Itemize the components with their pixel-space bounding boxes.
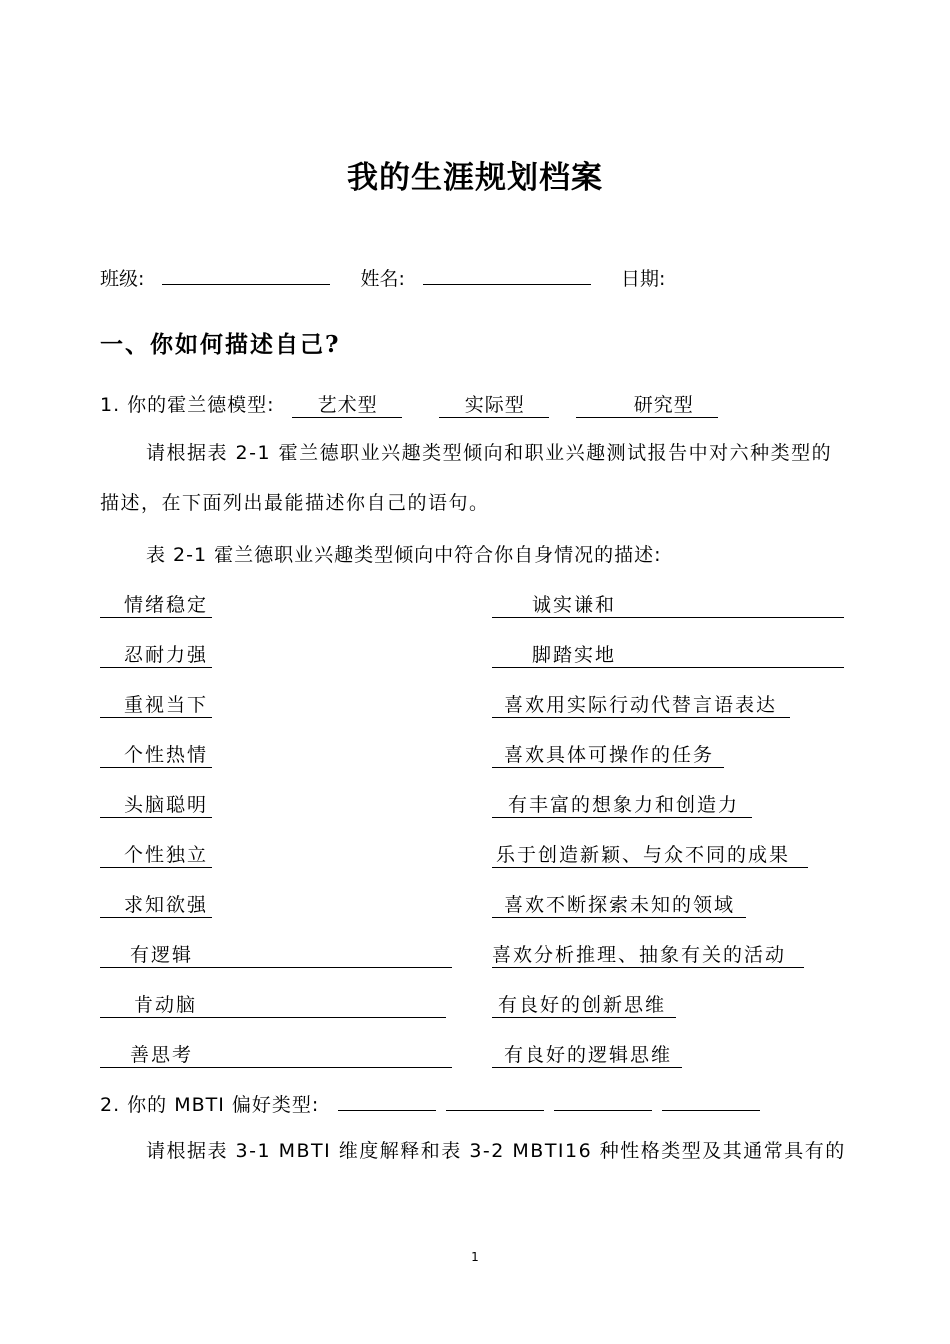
right-item-3[interactable] xyxy=(492,690,790,718)
left-item-text: 肯动脑 xyxy=(134,994,198,1016)
instruction-paragraph-1: 请根据表 2-1 霍兰德职业兴趣类型倾向和职业兴趣测试报告中对六种类型的描述，在下面列出最能描述你自己的语句。 xyxy=(100,442,833,514)
right-item-5[interactable] xyxy=(492,790,752,818)
mbti-question-label: 2. 你的 MBTI 偏好类型: xyxy=(100,1094,320,1116)
left-item-6[interactable] xyxy=(100,840,212,868)
holland-type-3[interactable]: 研究型 xyxy=(576,390,718,418)
holland-type-2[interactable]: 实际型 xyxy=(439,390,549,418)
mbti-question xyxy=(100,1090,770,1117)
left-item-9[interactable] xyxy=(100,990,446,1018)
holland-type-1[interactable]: 艺术型 xyxy=(292,390,402,418)
class-label: 班级: xyxy=(100,268,145,290)
holland-question xyxy=(100,390,718,418)
right-item-text: 喜欢不断探索未知的领域 xyxy=(504,894,736,916)
right-item-7[interactable] xyxy=(492,890,746,918)
right-item-text: 喜欢分析推理、抽象有关的活动 xyxy=(492,944,787,966)
name-label: 姓名: xyxy=(360,268,405,290)
right-item-text: 有良好的创新思维 xyxy=(498,994,667,1016)
left-item-text: 个性独立 xyxy=(124,844,209,866)
right-item-text: 喜欢用实际行动代替言语表达 xyxy=(504,694,778,716)
right-item-10[interactable] xyxy=(492,1040,682,1068)
left-item-7[interactable] xyxy=(100,890,212,918)
mbti-field-4[interactable] xyxy=(662,1090,760,1111)
page-number: 1 xyxy=(471,1250,479,1264)
left-item-8[interactable] xyxy=(100,940,452,968)
left-item-text: 善思考 xyxy=(130,1044,194,1066)
date-label: 日期: xyxy=(621,268,666,290)
page-title: 我的生涯规划档案 xyxy=(347,160,603,196)
right-item-6[interactable] xyxy=(492,840,808,868)
left-item-5[interactable] xyxy=(100,790,212,818)
right-item-1[interactable] xyxy=(492,590,844,618)
right-item-text: 脚踏实地 xyxy=(532,644,617,666)
info-line xyxy=(100,262,665,291)
table-caption: 表 2-1 霍兰德职业兴趣类型倾向中符合你自身情况的描述: xyxy=(146,544,662,566)
left-item-text: 重视当下 xyxy=(124,694,209,716)
right-item-text: 有丰富的想象力和创造力 xyxy=(508,794,740,816)
mbti-field-1[interactable] xyxy=(338,1090,436,1111)
left-item-4[interactable] xyxy=(100,740,212,768)
right-item-text: 乐于创造新颖、与众不同的成果 xyxy=(496,844,791,866)
left-item-3[interactable] xyxy=(100,690,212,718)
holland-question-label: 1. 你的霍兰德模型: xyxy=(100,394,275,416)
name-field[interactable] xyxy=(423,262,591,285)
right-item-4[interactable] xyxy=(492,740,724,768)
left-item-text: 求知欲强 xyxy=(124,894,209,916)
right-item-8[interactable] xyxy=(492,940,804,968)
left-item-text: 头脑聪明 xyxy=(124,794,209,816)
left-item-2[interactable] xyxy=(100,640,212,668)
left-item-text: 忍耐力强 xyxy=(124,644,209,666)
right-item-text: 有良好的逻辑思维 xyxy=(504,1044,673,1066)
section-heading-1: 一、你如何描述自己? xyxy=(100,331,341,358)
right-item-text: 诚实谦和 xyxy=(532,594,617,616)
mbti-field-2[interactable] xyxy=(446,1090,544,1111)
left-item-1[interactable] xyxy=(100,590,212,618)
left-item-text: 个性热情 xyxy=(124,744,209,766)
right-item-text: 喜欢具体可操作的任务 xyxy=(504,744,715,766)
instruction-paragraph-2: 请根据表 3-1 MBTI 维度解释和表 3-2 MBTI16 种性格类型及其通常具有的 xyxy=(146,1140,846,1162)
left-item-text: 有逻辑 xyxy=(130,944,194,966)
left-item-text: 情绪稳定 xyxy=(124,594,209,616)
class-field[interactable] xyxy=(162,262,330,285)
left-item-10[interactable] xyxy=(100,1040,452,1068)
mbti-field-3[interactable] xyxy=(554,1090,652,1111)
right-item-2[interactable] xyxy=(492,640,844,668)
right-item-9[interactable] xyxy=(492,990,676,1018)
